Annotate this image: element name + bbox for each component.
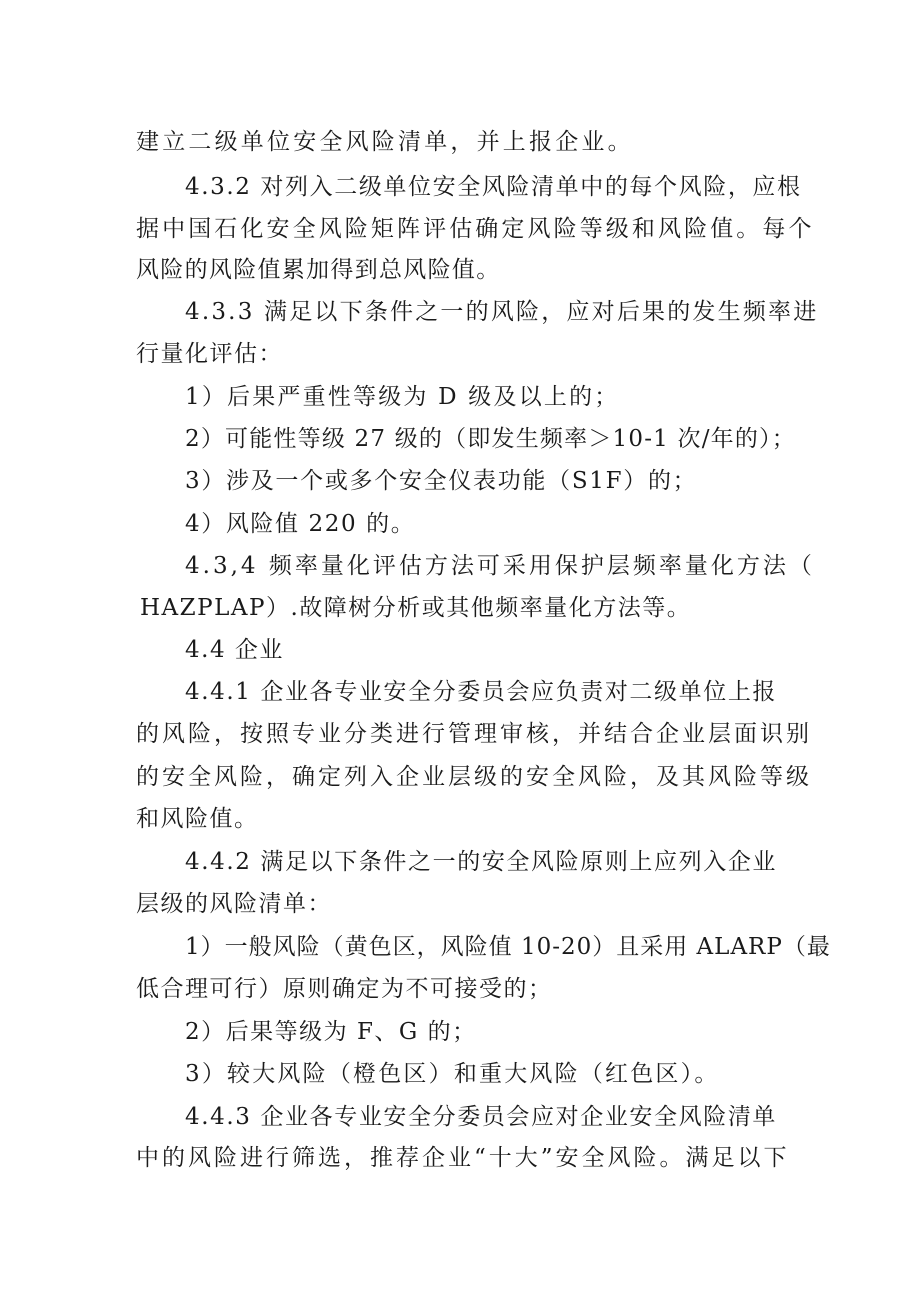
section-heading: 4.4 企业: [185, 637, 284, 663]
text-line: 4）风险值 220 的。: [185, 511, 416, 537]
text-line: 的风险，按照专业分类进行管理审核，并结合企业层面识别: [136, 721, 812, 747]
text-line: 3）涉及一个或多个安全仪表功能（S1F）的；: [185, 468, 698, 494]
text-line: 据中国石化安全风险矩阵评估确定风险等级和风险值。每个: [136, 216, 815, 242]
text-line: 2）可能性等级 27 级的（即发生频率＞10-1 次/年的）；: [185, 426, 796, 452]
text-line: 中的风险进行筛选，推荐企业“十大”安全风险。满足以下: [136, 1145, 790, 1171]
text-line: 低合理可行）原则确定为不可接受的；: [136, 976, 553, 1002]
text-line: 1）后果严重性等级为 D 级及以上的；: [185, 384, 620, 410]
text-line: 4.3.2 对列入二级单位安全风险清单中的每个风险，应根: [185, 174, 802, 200]
text-line: 风险的风险值累加得到总风险值。: [136, 257, 501, 283]
text-line: 层级的风险清单：: [136, 891, 332, 917]
text-line: 3）较大风险（橙色区）和重大风险（红色区）。: [185, 1061, 720, 1087]
text-line: 的安全风险，确定列入企业层级的安全风险，及其风险等级: [136, 764, 812, 790]
text-line: 和风险值。: [136, 806, 259, 832]
text-line: 1）一般风险（黄色区，风险值 10-20）且采用 ALARP（最: [185, 934, 831, 960]
text-line: 4.4.1 企业各专业安全分委员会应负责对二级单位上报: [185, 679, 778, 705]
text-line: 4.4.2 满足以下条件之一的安全风险原则上应列入企业: [185, 849, 778, 875]
text-line: 4.3.3 满足以下条件之一的风险，应对后果的发生频率进: [185, 299, 819, 325]
text-line: 4.3,4 频率量化评估方法可采用保护层频率量化方法（: [185, 553, 815, 579]
text-line: 行量化评估：: [136, 341, 283, 367]
text-line: 建立二级单位安全风险清单，并上报企业。: [136, 129, 634, 155]
text-line: HAZPLAP）.故障树分析或其他频率量化方法等。: [140, 595, 692, 621]
text-line: 4.4.3 企业各专业安全分委员会应对企业安全风险清单: [185, 1104, 778, 1130]
text-line: 2）后果等级为 F、G 的；: [185, 1019, 477, 1045]
